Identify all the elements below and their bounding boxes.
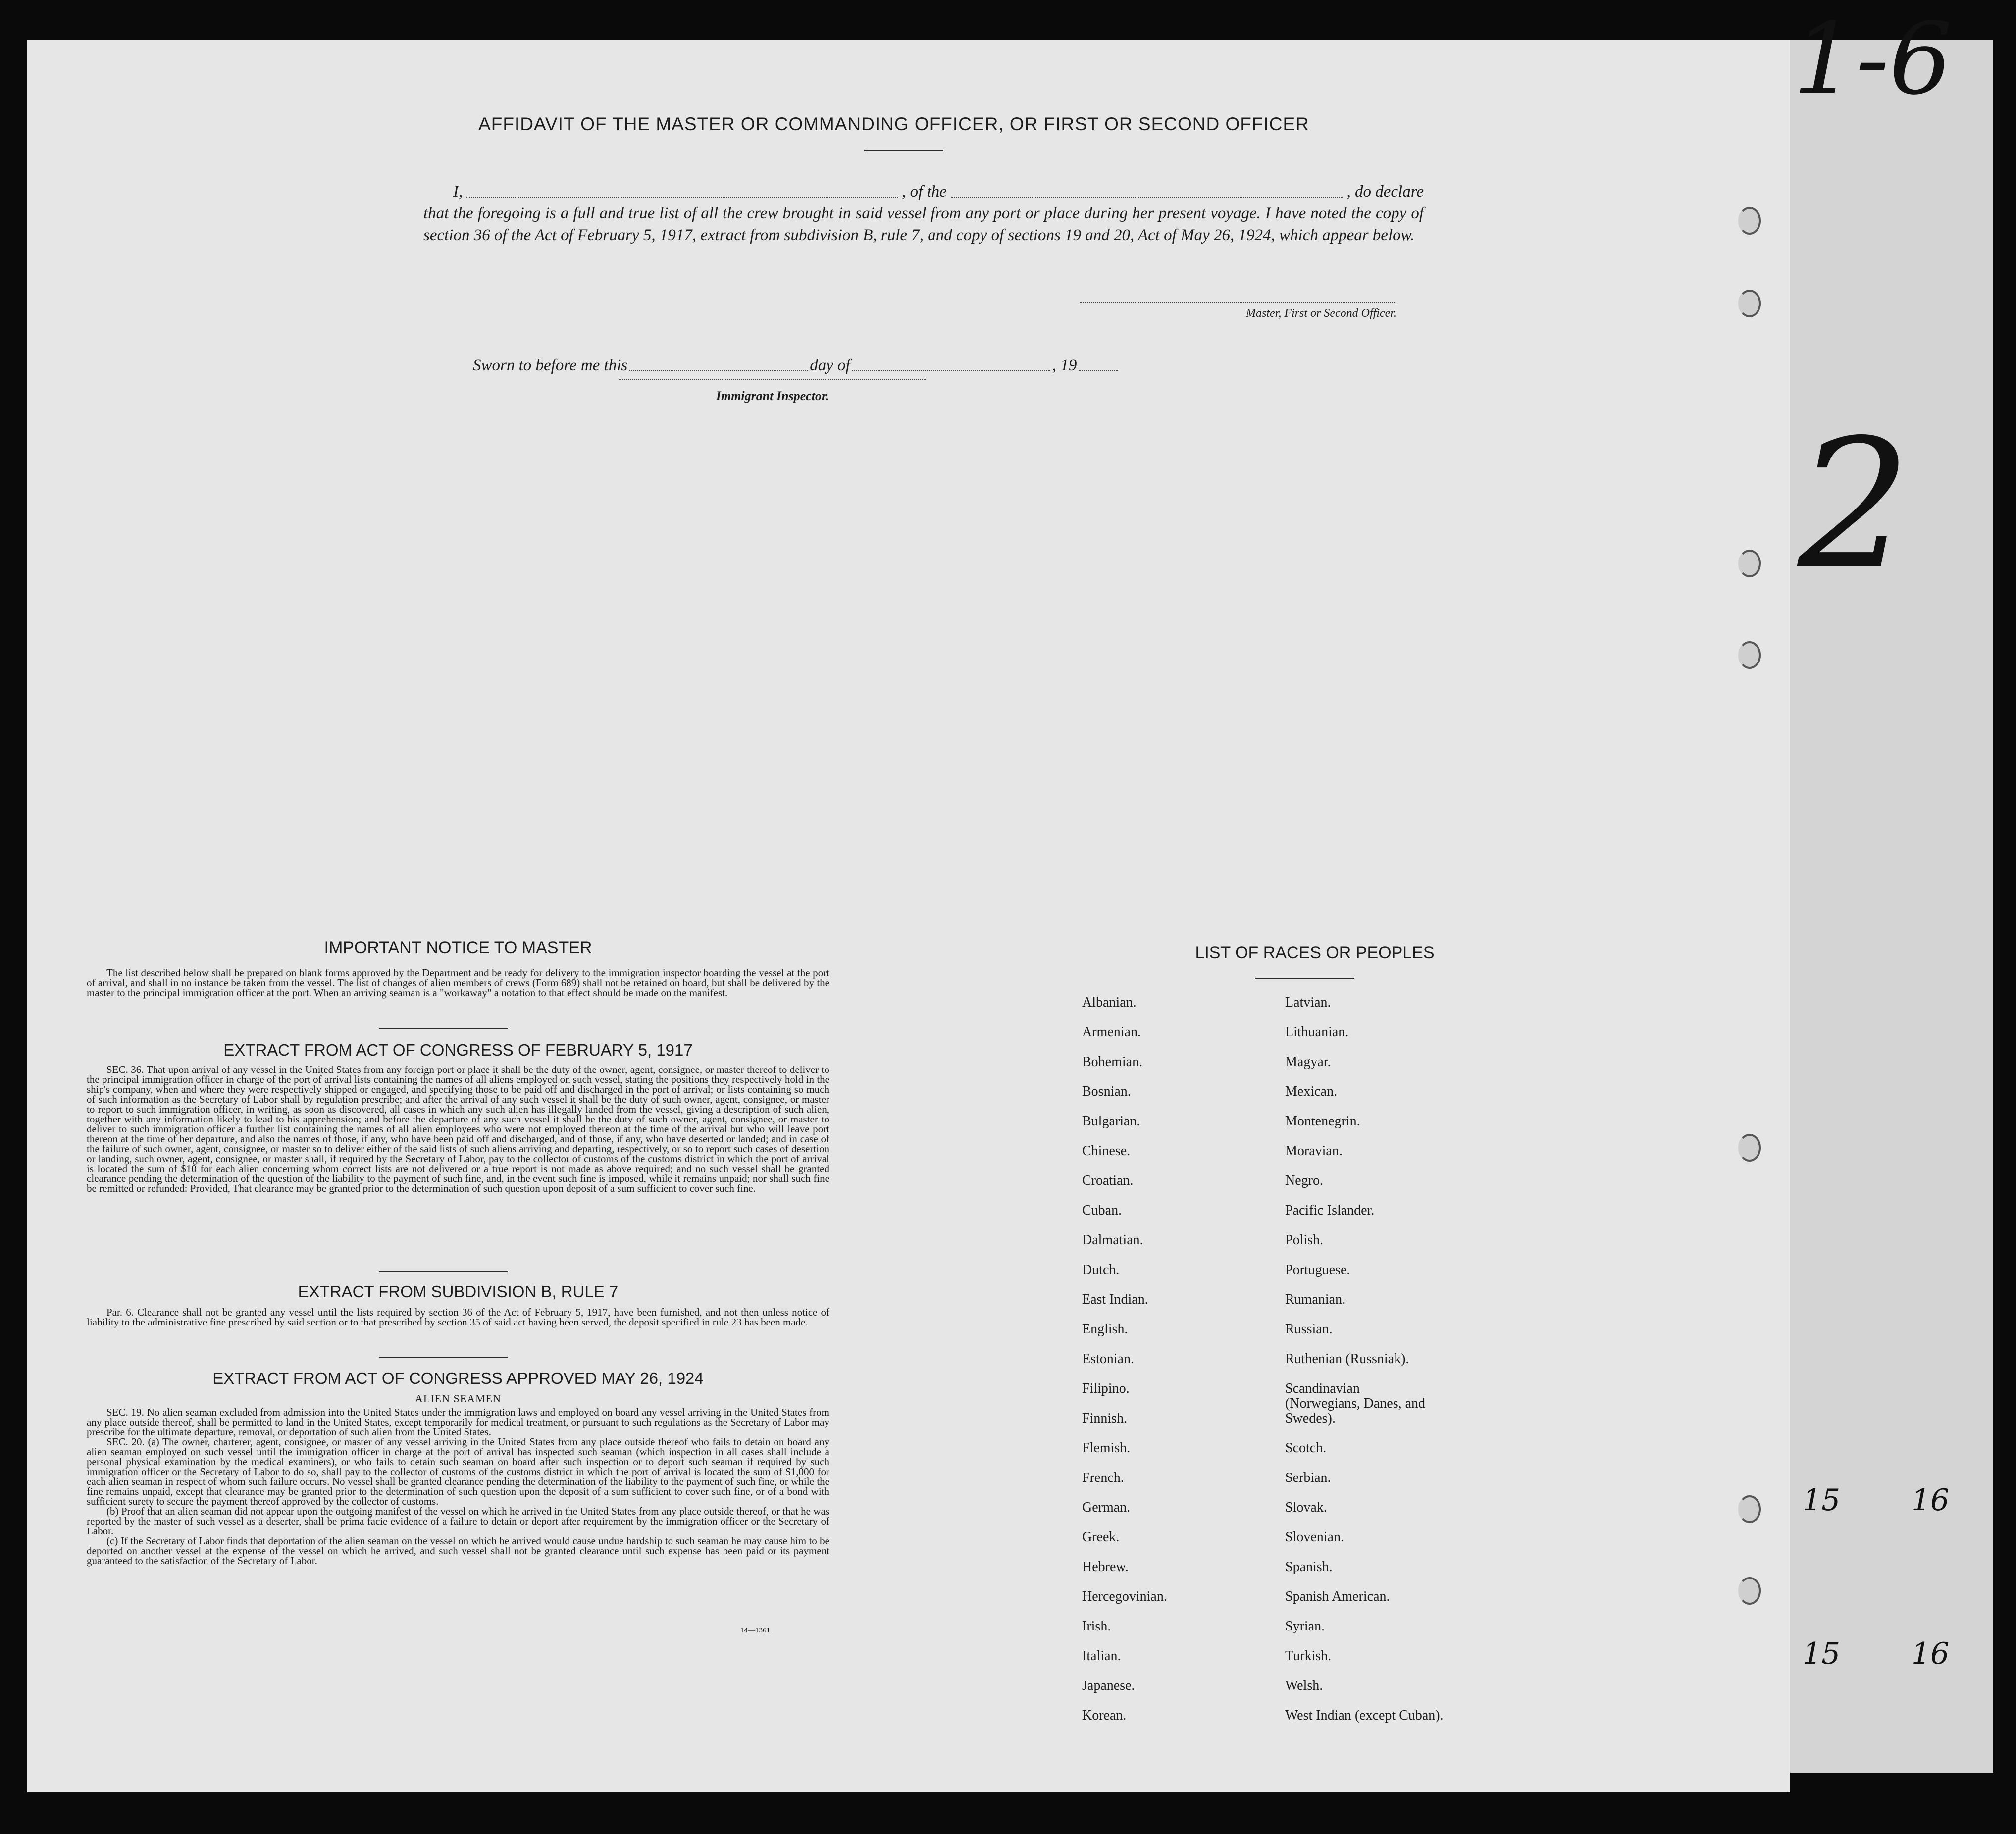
race-item: Spanish American. [1285, 1589, 1390, 1604]
declaration-line [423, 181, 1424, 203]
year-blank[interactable] [1079, 370, 1118, 371]
handwritten-total: 16 [1912, 1636, 1950, 1671]
race-item: Chinese. [1082, 1143, 1131, 1159]
punch-hole [1738, 1495, 1761, 1523]
affidavit-title: AFFIDAVIT OF THE MASTER OR COMMANDING OFFICER, OR FIRST OR SECOND OFFICER [478, 114, 1309, 134]
races-right-column [1285, 988, 1562, 1731]
notice-body: The list described below shall be prepared on blank forms approved by the Department and be ready for delivery to the immigration inspector boarding the vessel at the port of arrival, and shall in no instance be taken from the vessel. The list of changes of alien members of crews (Form 689) shall not be retained on board, but shall be delivered by the master to the principal immigration officer at the port. When an arriving seaman is a "workaway" a notation to that effect should be made on the manifest. [87, 967, 829, 999]
race-item: Croatian. [1082, 1173, 1134, 1188]
extract-1917-body: SEC. 36. That upon arrival of any vessel in the United States from any foreign port or place it shall be the duty of the owner, agent, consignee, or master thereof to deliver to the principal immigration officer in charge of the port of arrival lists containing the names of all aliens employed on such vessel, stating the positions they respectively hold in the ship's company, when and where they were respectively shipped or engaged, and specifying those to be paid off and discharged in the port of arrival; or lists containing so much of such information as the Secretary of Labor shall by regulation prescribe; and after the arrival of any such vessel it shall be the duty of such owner, agent, consignee, or master to report to such immigration officer, in writing, as soon as discovered, all cases in which any such alien has illegally landed from the vessel, giving a description of such alien, together with any information likely to lead to his apprehension; and before the departure of any such vessel it shall be the duty of such owner, agent, consignee, or master to deliver to such immigration officer a further list containing the names of all alien employees who were not employed thereon at the time of the arrival but who will leave port thereon at the time of her departure, and also the names of those, if any, who have been paid off and discharged, and of those, if any, who have deserted or landed; and in case of the failure of such owner, agent, consignee, or master so to deliver either of the said lists of such aliens arriving and departing, respectively, or so to report such cases of desertion or landing, such owner, agent, consignee, or master shall, if required by the Secretary of Labor, pay to the collector of customs of the customs district in which the port of arrival is located the sum of $10 for each alien concerning whom correct lists are not delivered or a true report is not made as above required; and no such vessel shall be granted clearance pending the determination of the question of the liability to the payment of such fine, and, in the event such fine is imposed, while it remains unpaid; nor shall such fine be remitted or refunded: Provided, That clearance may be granted prior to the determination of such question upon deposit of a sum sufficient to cover such fine. [87, 1064, 829, 1194]
extract-rule7-title: EXTRACT FROM SUBDIVISION B, RULE 7 [298, 1282, 619, 1301]
race-item: Welsh. [1285, 1678, 1323, 1693]
form-number: 14—1361 [740, 1627, 770, 1634]
affidavit-statement: that the foregoing is a full and true list of all the crew brought in said vessel from any port or place during her present voyage. I have noted the copy of section 36 of the Act of February 5, 1917, extract from subdivision B, rule 7, and copy of sections 19 and 20, Act of May 26, 1924, which appear below. [423, 204, 1424, 244]
race-item: Scandinavian (Norwegians, Danes, and Swedes). [1285, 1381, 1426, 1426]
race-item: French. [1082, 1470, 1124, 1485]
race-item: Scotch. [1285, 1440, 1327, 1456]
race-item: Russian. [1285, 1322, 1333, 1337]
name-blank[interactable] [466, 181, 898, 198]
notice-title: IMPORTANT NOTICE TO MASTER [324, 938, 592, 957]
race-item: Turkish. [1285, 1648, 1332, 1664]
handwritten-count: 15 [1803, 1483, 1841, 1518]
race-item: West Indian (except Cuban). [1285, 1708, 1444, 1723]
inspector-label: Immigrant Inspector. [716, 389, 829, 403]
race-item: East Indian. [1082, 1292, 1148, 1307]
sec-19: SEC. 19. No alien seaman excluded from admission into the United States under the immigration laws and employed on board any vessel arriving in the United States from any place outside thereof, shall be permitted to land in the United States, except temporarily for medical treatment, or pursuant to such regulations as the Secretary of Labor may prescribe for the ultimate departure, removal, or deportation of such alien from the United States. [87, 1406, 829, 1438]
race-item: Spanish. [1285, 1559, 1333, 1575]
sworn-prefix: Sworn to before me this [473, 357, 628, 374]
race-item: Rumanian. [1285, 1292, 1346, 1307]
extract-rule7-body: Par. 6. Clearance shall not be granted any vessel until the lists required by section 36 of the Act of February 5, 1917, have been furnished, and not then unless notice of liability to the administrative fine prescribed by said section or to that prescribed by section 35 of said act having been served, the deposit specified in rule 23 has been made. [87, 1306, 829, 1328]
race-item: Finnish. [1082, 1411, 1128, 1426]
race-item: Lithuanian. [1285, 1024, 1349, 1040]
title-rule [864, 150, 943, 151]
punch-hole [1738, 1134, 1761, 1162]
vessel-blank[interactable] [951, 181, 1343, 198]
of-the-text: , of the [902, 183, 947, 201]
punch-hole [1738, 641, 1761, 669]
race-item: Moravian. [1285, 1143, 1343, 1159]
alien-seamen-subtitle: ALIEN SEAMEN [415, 1392, 501, 1405]
race-item: Dutch. [1082, 1262, 1120, 1277]
year-prefix: , 19 [1052, 357, 1077, 374]
affidavit-body [423, 181, 1424, 246]
race-item: Hebrew. [1082, 1559, 1129, 1575]
extract-1917-rule [379, 1271, 508, 1272]
races-rule [1255, 978, 1354, 979]
race-item: Bulgarian. [1082, 1114, 1140, 1129]
sec-20c: (c) If the Secretary of Labor finds that deportation of the alien seaman on the vessel on which he arrived would cause undue hardship to such seaman he may cause him to be deported on another vessel at the expense of the vessel on which he arrived, and such vessel shall not be granted clearance until such expense has been paid or its payment guaranteed to the satisfaction of the Secretary of Labor. [87, 1535, 829, 1567]
race-item: Ruthenian (Russniak). [1285, 1351, 1409, 1367]
race-item: Magyar. [1285, 1054, 1331, 1070]
i-prefix: I, [453, 183, 463, 201]
race-item: Syrian. [1285, 1619, 1325, 1634]
races-title: LIST OF RACES OR PEOPLES [1195, 943, 1435, 962]
punch-hole [1738, 207, 1761, 235]
sec-20b: (b) Proof that an alien seaman did not appear upon the outgoing manifest of the vessel on which he arrived in the United States from any place outside thereof, or that he was reported by the master of such vessel as a deserter, shall be prima facie evidence of a failure to detain or deport after requirement by the immigration officer or the Secretary of Labor. [87, 1505, 829, 1537]
sworn-line [473, 357, 1196, 375]
race-item: Hercegovinian. [1082, 1589, 1167, 1604]
extract-1917-title: EXTRACT FROM ACT OF CONGRESS OF FEBRUARY 5, 1917 [223, 1041, 693, 1059]
race-item: Flemish. [1082, 1440, 1131, 1456]
extract-1924-title: EXTRACT FROM ACT OF CONGRESS APPROVED MAY 26, 1924 [212, 1369, 704, 1387]
race-item: Japanese. [1082, 1678, 1135, 1693]
handwritten-total: 16 [1912, 1483, 1950, 1518]
race-item: Greek. [1082, 1529, 1120, 1545]
handwritten-page-number: 1-6 [1793, 1, 1953, 117]
race-item: English. [1082, 1322, 1128, 1337]
race-item: Slovenian. [1285, 1529, 1344, 1545]
sec-20a: SEC. 20. (a) The owner, charterer, agent, consignee, or master of any vessel arriving in the United States from any place outside thereof who fails to detain on board any alien seaman employed on such vessel until the immigration officer in charge at the port of arrival has inspected such seaman (which inspection in all cases shall include a personal physical examination by the medical examiners), or who fails to detain such seaman on board after such inspection or to deport such seaman if required by such immigration officer or the Secretary of Labor to do so, shall pay to the collector of customs of the customs district in which the port of arrival is located the sum of $1,000 for each alien seaman in respect of whom such failure occurs. No vessel shall be granted clearance pending the determination of the liability to the payment of such fine, or while the fine remains unpaid, except that clearance may be granted prior to the determination of such question upon the deposit of a sum sufficient to cover such fine, or of a bond with sufficient surety to secure the payment thereof approved by the collector of customs. [87, 1436, 829, 1507]
do-declare-text: , do declare [1346, 183, 1424, 201]
underlying-sheet [1760, 40, 1993, 1773]
punch-hole [1738, 1577, 1761, 1605]
month-blank[interactable] [852, 370, 1050, 371]
race-item: Estonian. [1082, 1351, 1134, 1367]
race-item: Polish. [1285, 1232, 1324, 1248]
race-item: Dalmatian. [1082, 1232, 1143, 1248]
race-item: Irish. [1082, 1619, 1111, 1634]
day-blank[interactable] [629, 370, 808, 371]
extract-rule7-rule [379, 1357, 508, 1358]
race-item: Armenian. [1082, 1024, 1141, 1040]
day-of-text: day of [810, 357, 850, 374]
race-item: Slovak. [1285, 1500, 1327, 1515]
handwritten-count: 15 [1803, 1636, 1841, 1671]
race-item: Mexican. [1285, 1084, 1337, 1099]
notice-rule [379, 1028, 508, 1029]
race-item: Bosnian. [1082, 1084, 1131, 1099]
race-item: Korean. [1082, 1708, 1127, 1723]
race-item: Latvian. [1285, 995, 1331, 1010]
race-item: Filipino. [1082, 1381, 1130, 1396]
inspector-signature-line[interactable] [619, 379, 926, 380]
punch-hole [1738, 290, 1761, 317]
handwritten-large-number: 2 [1798, 401, 1912, 609]
race-item: Portuguese. [1285, 1262, 1350, 1277]
race-item: Serbian. [1285, 1470, 1331, 1485]
extract-1924-body [87, 1407, 829, 1566]
races-left-column [1082, 988, 1231, 1731]
race-item: Montenegrin. [1285, 1114, 1360, 1129]
race-item: Italian. [1082, 1648, 1121, 1664]
signature-line[interactable] [1080, 302, 1396, 303]
race-item: Pacific Islander. [1285, 1203, 1375, 1218]
document-page [27, 40, 1790, 1792]
race-item: German. [1082, 1500, 1131, 1515]
race-item: Negro. [1285, 1173, 1323, 1188]
race-item: Albanian. [1082, 995, 1137, 1010]
race-item: Bohemian. [1082, 1054, 1143, 1070]
punch-hole [1738, 550, 1761, 577]
race-item: Cuban. [1082, 1203, 1122, 1218]
signature-label: Master, First or Second Officer. [1246, 307, 1396, 320]
